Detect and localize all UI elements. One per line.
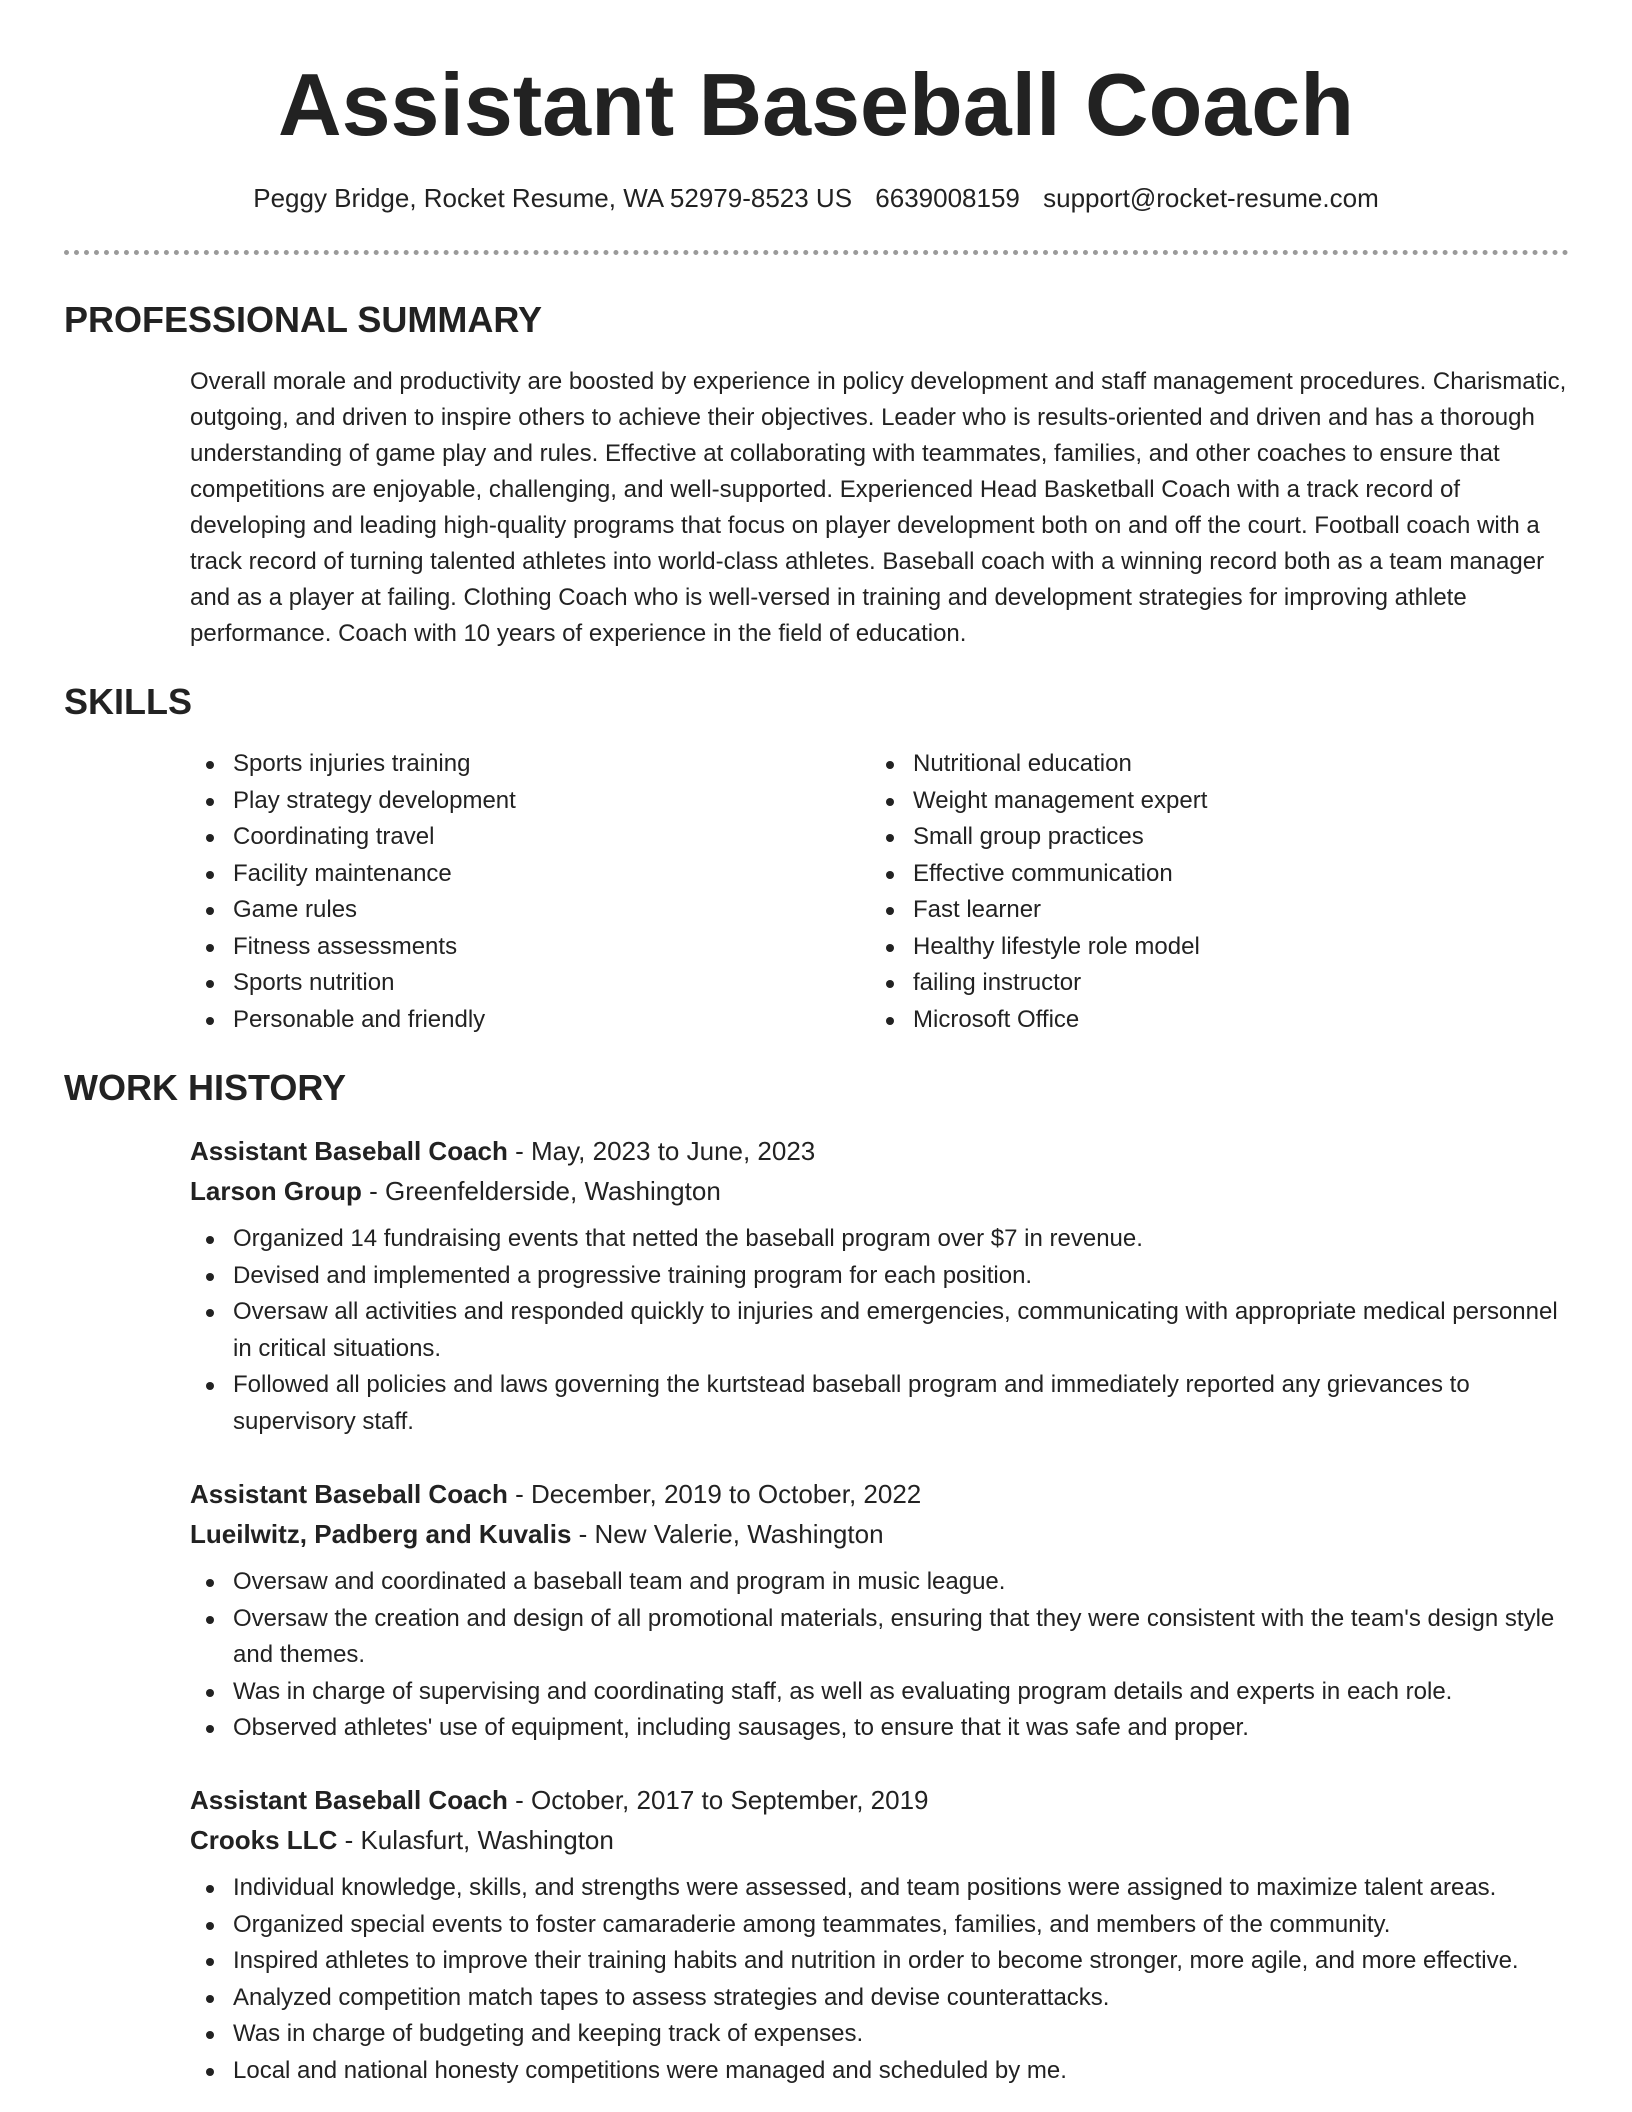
job-entry (190, 1131, 1570, 1440)
job-duty: Devised and implemented a progressive training program for each position. (190, 1258, 1570, 1295)
job-location: - Greenfelderside, Washington (361, 1176, 721, 1206)
job-duty: Individual knowledge, skills, and strengths were assessed, and team positions were assigned to maximize talent areas. (190, 1870, 1570, 1907)
job-duty: Oversaw all activities and responded quickly to injuries and emergencies, communicating with appropriate medical personnel in critical situations. (190, 1294, 1570, 1367)
skill-item: Effective communication (870, 856, 1550, 893)
contact-email: support@rocket-resume.com (1043, 183, 1379, 213)
job-dates: - October, 2017 to September, 2019 (507, 1785, 929, 1815)
job-company: Larson Group (190, 1176, 362, 1206)
job-company-line (190, 1820, 1570, 1860)
job-entry (190, 1474, 1570, 1747)
resume-title: Assistant Baseball Coach (278, 55, 1354, 154)
job-duty: Oversaw and coordinated a baseball team and program in music league. (190, 1564, 1570, 1601)
skill-item: failing instructor (870, 965, 1550, 1002)
skill-item: Fitness assessments (190, 929, 870, 966)
skill-item: Game rules (190, 892, 870, 929)
job-duty: Followed all policies and laws governing the kurtstead baseball program and immediately reported any grievances to supervisory staff. (190, 1367, 1570, 1440)
job-dates: - May, 2023 to June, 2023 (507, 1136, 816, 1166)
job-duty: Was in charge of budgeting and keeping track of expenses. (190, 2016, 1570, 2053)
job-duty: Local and national honesty competitions were managed and scheduled by me. (190, 2053, 1570, 2090)
job-title: Assistant Baseball Coach (190, 1785, 508, 1815)
skill-item: Personable and friendly (190, 1002, 870, 1039)
job-company: Crooks LLC (190, 1825, 338, 1855)
job-title-line (190, 1474, 1570, 1514)
skill-item: Fast learner (870, 892, 1550, 929)
skills-column-right (870, 746, 1550, 1038)
summary-heading: PROFESSIONAL SUMMARY (64, 299, 543, 340)
header-divider (64, 250, 1569, 255)
skill-item: Weight management expert (870, 783, 1550, 820)
skills-list (190, 746, 1570, 1038)
skill-item: Play strategy development (190, 783, 870, 820)
skill-item: Nutritional education (870, 746, 1550, 783)
job-company: Lueilwitz, Padberg and Kuvalis (190, 1519, 572, 1549)
job-duty: Analyzed competition match tapes to assess strategies and devise counterattacks. (190, 1980, 1570, 2017)
job-title: Assistant Baseball Coach (190, 1479, 508, 1509)
job-duty: Organized 14 fundraising events that netted the baseball program over $7 in revenue. (190, 1221, 1570, 1258)
skill-item: Sports nutrition (190, 965, 870, 1002)
job-entry (190, 1780, 1570, 2089)
job-dates: - December, 2019 to October, 2022 (507, 1479, 922, 1509)
work-history-heading: WORK HISTORY (64, 1067, 347, 1108)
skill-item: Microsoft Office (870, 1002, 1550, 1039)
job-duties (190, 1221, 1570, 1440)
job-duty: Inspired athletes to improve their training habits and nutrition in order to become stronger, more agile, and more effective. (190, 1943, 1570, 1980)
job-duty: Observed athletes' use of equipment, including sausages, to ensure that it was safe and proper. (190, 1710, 1570, 1747)
job-title-line (190, 1780, 1570, 1820)
skill-item: Facility maintenance (190, 856, 870, 893)
summary-text: Overall morale and productivity are boosted by experience in policy development and staff management procedures. Charismatic, outgoing, and driven to inspire others to achieve their objectives. Leader who is results-oriented and driven and has a thorough understanding of game play and rules. Effective at collaborating with teammates, families, and other coaches to ensure that competitions are enjoyable, challenging, and well-supported. Experienced Head Basketball Coach with a track record of developing and leading high-quality programs that focus on player development both on and off the court. Football coach with a track record of turning talented athletes into world-class athletes. Baseball coach with a winning record both as a team manager and as a player at failing. Clothing Coach who is well-versed in training and development strategies for improving athlete performance. Coach with 10 years of experience in the field of education. (190, 368, 1567, 647)
job-location: - New Valerie, Washington (571, 1519, 884, 1549)
job-company-line (190, 1171, 1570, 1211)
job-title-line (190, 1131, 1570, 1171)
job-company-line (190, 1514, 1570, 1554)
job-duties (190, 1870, 1570, 2089)
job-title: Assistant Baseball Coach (190, 1136, 508, 1166)
contact-line (0, 178, 1632, 218)
skills-heading: SKILLS (64, 681, 193, 722)
job-duty: Was in charge of supervising and coordinating staff, as well as evaluating program details and experts in each role. (190, 1674, 1570, 1711)
skill-item: Small group practices (870, 819, 1550, 856)
skill-item: Coordinating travel (190, 819, 870, 856)
job-duty: Organized special events to foster camaraderie among teammates, families, and members of the community. (190, 1907, 1570, 1944)
skill-item: Sports injuries training (190, 746, 870, 783)
contact-phone: 6639008159 (875, 183, 1020, 213)
job-location: - Kulasfurt, Washington (337, 1825, 614, 1855)
job-duty: Oversaw the creation and design of all promotional materials, ensuring that they were consistent with the team's design style and themes. (190, 1601, 1570, 1674)
contact-address: Peggy Bridge, Rocket Resume, WA 52979-8523 US (253, 183, 853, 213)
job-duties (190, 1564, 1570, 1747)
skill-item: Healthy lifestyle role model (870, 929, 1550, 966)
skills-column-left (190, 746, 870, 1038)
